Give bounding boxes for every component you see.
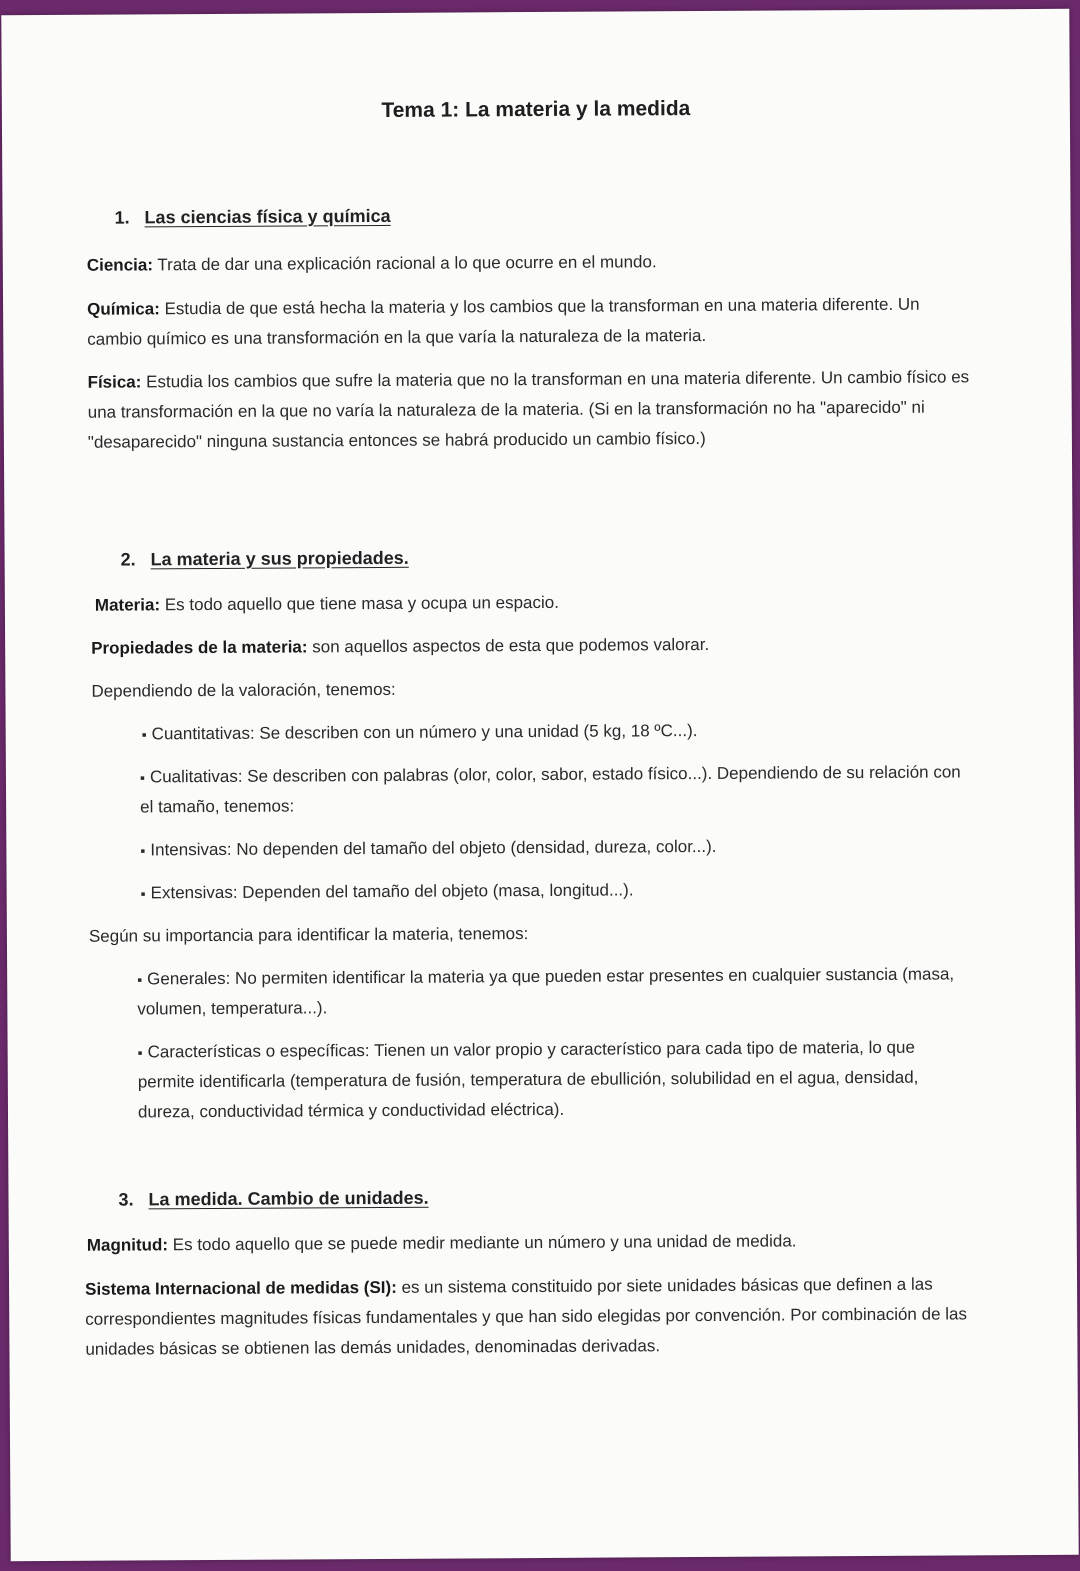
term: Química: <box>87 299 160 319</box>
term: Propiedades de la materia: <box>91 637 308 658</box>
bullet-cuantitativas: ▪ Cuantitativas: Se describen con un número y una unidad (5 kg, 18 ºC...). <box>142 714 972 749</box>
bullet-cualitativas: ▪ Cualitativas: Se describen con palabras (olor, color, sabor, estado físico...). Dependiendo de su relación con el tamaño, tenemos: <box>140 757 970 822</box>
definition-text: Es todo aquello que tiene masa y ocupa un espacio. <box>160 592 559 615</box>
definition-quimica <box>87 289 967 354</box>
bullet-extensivas: ▪ Extensivas: Dependen del tamaño del objeto (masa, longitud...). <box>141 873 971 908</box>
section-number: 1. <box>114 207 130 228</box>
definition-materia <box>95 585 975 620</box>
valoracion-intro: Dependiendo de la valoración, tenemos: <box>91 679 396 701</box>
bullet-intensivas: ▪ Intensivas: No dependen del tamaño del objeto (densidad, dureza, color...). <box>140 830 970 865</box>
definition-text: es un sistema constituido por siete unidades básicas que definen a las correspondientes magnitudes físicas fundamentales y que han sido elegidas por convención. Por combinación de las unidades básicas se obtienen las demás unidades, denominadas derivadas. <box>85 1274 967 1359</box>
definition-propiedades <box>91 628 971 663</box>
definition-text: Estudia los cambios que sufre la materia que no la transforman en una materia diferente. Un cambio físico es una transformación en la que no varía la naturaleza de la materia. (Si en la transformación no ha "aparecido" ni "desaparecido" ninguna sustancia entonces se habrá producido un cambio físico.) <box>87 367 970 452</box>
definition-text: Estudia de que está hecha la materia y los cambios que la transforman en una materia diferente. Un cambio químico es una transformación en la que varía la naturaleza de la materia. <box>87 294 920 349</box>
section-2-heading <box>121 548 409 571</box>
term: Materia: <box>94 595 161 615</box>
definition-text: Es todo aquello que se puede medir mediante un número y una unidad de medida. <box>167 1231 797 1255</box>
term: Física: <box>87 372 142 392</box>
term: Magnitud: <box>86 1235 169 1255</box>
section-number: 3. <box>118 1189 134 1210</box>
document-page <box>1 9 1078 1561</box>
importancia-intro: Según su importancia para identificar la materia, tenemos: <box>88 924 529 946</box>
definition-ciencia <box>87 245 987 280</box>
definition-si <box>85 1269 976 1364</box>
term: Sistema Internacional de medidas (SI): <box>85 1277 397 1299</box>
section-3-heading <box>118 1188 428 1211</box>
bullet-caracteristicas: ▪ Características o específicas: Tienen un valor propio y característico para cada tipo de materia, lo que permite identificarla (temperatura de fusión, temperatura de ebullición, solubilidad en el agua, densidad, dureza, conductividad térmica y conductividad eléctrica). <box>138 1032 959 1127</box>
section-title: Las ciencias física y química <box>144 205 391 228</box>
section-1-heading <box>114 206 390 229</box>
section-number: 2. <box>120 549 136 570</box>
term: Ciencia: <box>86 255 154 275</box>
definition-fisica <box>87 362 988 457</box>
definition-text: son aquellos aspectos de esta que podemos valorar. <box>307 634 710 657</box>
page-title: Tema 1: La materia y la medida <box>381 97 691 122</box>
definition-text: Trata de dar una explicación racional a lo que ocurre en el mundo. <box>152 252 657 275</box>
bullet-generales: ▪ Generales: No permiten identificar la materia ya que pueden estar presentes en cualquier sustancia (masa, volumen, temperatura...). <box>137 959 957 1024</box>
section-title: La materia y sus propiedades. <box>150 547 409 570</box>
definition-magnitud <box>87 1225 987 1260</box>
section-title: La medida. Cambio de unidades. <box>148 1187 429 1210</box>
